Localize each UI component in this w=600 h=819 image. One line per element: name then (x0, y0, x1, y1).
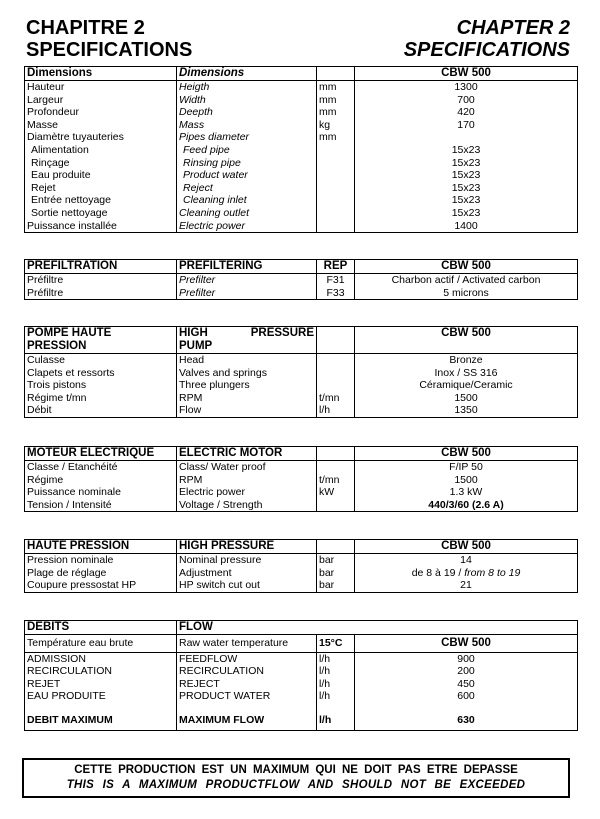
unit: l/h (317, 665, 355, 678)
notice-fr: CETTE PRODUCTION EST UN MAXIMUM QUI NE DOIT PAS ETRE DEPASSE (74, 764, 518, 776)
table-header-row (25, 67, 578, 81)
label-fr: Hauteur (27, 81, 65, 93)
header-cell-fr: MOTEUR ELECTRIQUE (25, 447, 177, 461)
label-fr: Préfiltre (27, 286, 64, 299)
header-cell-unit (317, 327, 355, 354)
table-row (25, 392, 578, 405)
value: 1300 (355, 81, 578, 94)
value: Céramique/Ceramic (355, 379, 578, 392)
chapter-title-en (404, 17, 570, 61)
label-fr: Diamètre tuyauteries (27, 131, 124, 144)
label-en: Cleaning outlet (177, 207, 317, 220)
value: 600 (355, 690, 578, 703)
header-cell-fr (25, 327, 177, 354)
label-en: Three plungers (177, 379, 317, 392)
table-row (25, 131, 578, 144)
unit: kg (317, 119, 355, 132)
table-row (25, 690, 578, 703)
max-flow-row (25, 714, 578, 730)
rep-code: F31 (317, 274, 355, 287)
label-en: MAXIMUM FLOW (177, 714, 317, 730)
unit (317, 169, 355, 182)
pump-table (24, 326, 578, 418)
label-fr: Préfiltre (27, 274, 64, 286)
label-fr: Entrée nettoyage (31, 194, 111, 207)
label-en: Class/ Water proof (177, 461, 317, 474)
label-en: RPM (177, 392, 317, 405)
table-row (25, 194, 578, 207)
unit: l/h (317, 404, 355, 417)
label-fr: Rejet (31, 181, 56, 194)
table-row (25, 567, 578, 580)
label-en: Head (177, 354, 317, 367)
value: 1400 (355, 220, 578, 233)
label-fr: Puissance installée (27, 219, 117, 232)
table-row (25, 354, 578, 367)
chapter-number-en: CHAPTER 2 (456, 17, 570, 39)
label-en: Electric power (177, 220, 317, 233)
value: 900 (355, 652, 578, 665)
value: 170 (355, 119, 578, 132)
label-fr: RECIRCULATION (27, 665, 112, 678)
label-en: Prefilter (177, 287, 317, 300)
label-fr: Masse (27, 118, 58, 131)
label-fr: Clapets et ressorts (27, 366, 115, 379)
header-cell-en: ELECTRIC MOTOR (177, 447, 317, 461)
chapter-heading-fr: SPECIFICATIONS (26, 39, 193, 61)
table-row (25, 404, 578, 417)
label-fr: Température eau brute (27, 637, 134, 649)
table-header-row (25, 260, 578, 274)
value: 5 microns (355, 287, 578, 300)
label-en: RECIRCULATION (177, 665, 317, 678)
header-cell-fr: HAUTE PRESSION (25, 540, 177, 554)
header-en-word-pressure: PRESSURE (250, 327, 314, 339)
label-en: Prefilter (177, 274, 317, 287)
header-cell-en: PREFILTERING (177, 260, 317, 274)
header-cell-model: CBW 500 (355, 447, 578, 461)
label-fr: Eau produite (31, 169, 91, 182)
value: 15x23 (355, 144, 578, 157)
header-cell-en: FLOW (177, 621, 317, 635)
label-fr: Largeur (27, 93, 64, 106)
table-row (25, 157, 578, 170)
header-cell-fr: DEBITS (25, 621, 177, 635)
table-row (25, 652, 578, 665)
header-cell-unit (317, 447, 355, 461)
header-cell-model (355, 621, 578, 635)
label-fr: Puissance nominale (27, 486, 121, 499)
label-en: FEEDFLOW (177, 652, 317, 665)
unit: bar (317, 554, 355, 567)
label-fr: Débit (27, 404, 52, 417)
value: F/IP 50 (355, 461, 578, 474)
header-cell-rep: REP (317, 260, 355, 274)
value: 450 (355, 678, 578, 691)
header-cell-model: CBW 500 (355, 260, 578, 274)
label-en: Feed pipe (177, 144, 317, 157)
header-cell-en: Dimensions (177, 67, 317, 81)
unit (317, 367, 355, 380)
label-fr: Pression nominale (27, 554, 114, 566)
unit (317, 220, 355, 233)
value: 15x23 (355, 169, 578, 182)
table-row (25, 106, 578, 119)
unit (317, 354, 355, 367)
label-fr: Coupure pressostat HP (27, 579, 137, 592)
label-fr: Tension / Intensité (27, 498, 112, 511)
unit (317, 499, 355, 512)
label-fr: REJET (27, 677, 61, 690)
unit: bar (317, 579, 355, 592)
header-cell-unit (317, 621, 355, 635)
table-row (25, 81, 578, 94)
notice-en: THIS IS A MAXIMUM PRODUCTFLOW AND SHOULD NOT BE EXCEEDED (66, 779, 526, 791)
table-row (25, 554, 578, 567)
label-en: HP switch cut out (177, 579, 317, 592)
label-en: Pipes diameter (177, 131, 317, 144)
label-en: Valves and springs (177, 367, 317, 380)
header-en-word-high: HIGH (179, 327, 208, 339)
motor-table (24, 446, 578, 512)
label-fr: Régime t/mn (27, 391, 87, 404)
label-en: Electric power (177, 486, 317, 499)
label-en: Product water (177, 169, 317, 182)
value: 440/3/60 (2.6 A) (355, 499, 578, 512)
value: Inox / SS 316 (355, 367, 578, 380)
value: 420 (355, 106, 578, 119)
value: 15x23 (355, 194, 578, 207)
chapter-heading-en: SPECIFICATIONS (403, 39, 570, 61)
flow-table (24, 620, 578, 731)
dimensions-table (24, 66, 578, 233)
label-fr: Sortie nettoyage (31, 206, 108, 219)
maximum-flow-notice (22, 758, 570, 798)
table-row (25, 220, 578, 233)
value: 15x23 (355, 182, 578, 195)
value: de 8 à 19 / from 8 to 19 (355, 567, 578, 580)
header-cell-unit (317, 67, 355, 81)
label-en: REJECT (177, 678, 317, 691)
header-cell-fr: Dimensions (25, 67, 177, 81)
label-fr: DEBIT MAXIMUM (27, 713, 113, 726)
label-en: Adjustment (177, 567, 317, 580)
label-fr: Classe / Etanchéité (27, 461, 118, 473)
table-row (25, 665, 578, 678)
value: 200 (355, 665, 578, 678)
header-fr-line1: POMPE HAUTE (27, 327, 112, 339)
label-fr: ADMISSION (27, 652, 86, 665)
table-row (25, 144, 578, 157)
label-fr: Profondeur (27, 106, 79, 119)
header-cell-model: CBW 500 (355, 327, 578, 354)
label-fr: EAU PRODUITE (27, 690, 106, 703)
label-fr: Alimentation (31, 143, 89, 156)
value: 1.3 kW (355, 486, 578, 499)
table-row (25, 207, 578, 220)
header-en-line2: PUMP (179, 340, 213, 352)
label-fr: Régime (27, 473, 64, 486)
table-header-row (25, 540, 578, 554)
unit (317, 207, 355, 220)
unit (317, 194, 355, 207)
header-fr-line2: PRESSION (27, 340, 87, 352)
value (355, 131, 578, 144)
unit: bar (317, 567, 355, 580)
header-cell-fr: PREFILTRATION (25, 260, 177, 274)
unit: kW (317, 486, 355, 499)
value: 1500 (355, 392, 578, 405)
label-fr: Plage de réglage (27, 566, 107, 579)
table-row (25, 579, 578, 592)
table-row (25, 379, 578, 392)
label-fr: Culasse (27, 354, 65, 366)
label-en: Voltage / Strength (177, 499, 317, 512)
table-row (25, 182, 578, 195)
rep-code: F33 (317, 287, 355, 300)
label-en: Rinsing pipe (177, 157, 317, 170)
unit: mm (317, 131, 355, 144)
table-row (25, 119, 578, 132)
label-en: Reject (177, 182, 317, 195)
temperature-row (25, 635, 578, 653)
table-row (25, 678, 578, 691)
header-cell-en (177, 327, 317, 354)
unit: l/h (317, 678, 355, 691)
label-en: Raw water temperature (177, 635, 317, 653)
header-cell-unit (317, 540, 355, 554)
table-row (25, 367, 578, 380)
model-name: CBW 500 (355, 635, 578, 653)
table-row (25, 274, 578, 287)
table-header-row (25, 447, 578, 461)
table-row (25, 287, 578, 300)
unit (317, 461, 355, 474)
value-fr: de 8 à 19 (411, 566, 456, 579)
unit: t/mn (317, 474, 355, 487)
value: 1500 (355, 474, 578, 487)
table-row (25, 461, 578, 474)
unit: mm (317, 81, 355, 94)
header-cell-model: CBW 500 (355, 67, 578, 81)
chapter-number-fr: CHAPITRE 2 (26, 17, 145, 39)
label-en: Nominal pressure (177, 554, 317, 567)
prefiltration-table (24, 259, 578, 300)
label-en: PRODUCT WATER (177, 690, 317, 703)
unit (317, 182, 355, 195)
label-fr: Rinçage (31, 156, 70, 169)
unit (317, 144, 355, 157)
spacer-row (25, 703, 578, 714)
pressure-table (24, 539, 578, 593)
unit: mm (317, 94, 355, 107)
header-cell-model: CBW 500 (355, 540, 578, 554)
label-en: Width (177, 94, 317, 107)
table-header-row (25, 621, 578, 635)
label-en: Mass (177, 119, 317, 132)
unit: l/h (317, 652, 355, 665)
table-row (25, 499, 578, 512)
table-row (25, 94, 578, 107)
chapter-title-fr (26, 17, 192, 61)
unit (317, 379, 355, 392)
label-en: RPM (177, 474, 317, 487)
unit: l/h (317, 714, 355, 730)
value: 1350 (355, 404, 578, 417)
value: 14 (355, 554, 578, 567)
value: 630 (355, 714, 578, 730)
label-en: Flow (177, 404, 317, 417)
value: 700 (355, 94, 578, 107)
label-en: Cleaning inlet (177, 194, 317, 207)
table-row (25, 474, 578, 487)
value: 15x23 (355, 157, 578, 170)
label-fr: Trois pistons (27, 379, 87, 392)
label-en: Heigth (177, 81, 317, 94)
value: 21 (355, 579, 578, 592)
table-row (25, 169, 578, 182)
temperature-value: 15°C (317, 635, 355, 653)
unit (317, 157, 355, 170)
header-cell-en: HIGH PRESSURE (177, 540, 317, 554)
unit: l/h (317, 690, 355, 703)
unit: t/mn (317, 392, 355, 405)
value: Charbon actif / Activated carbon (355, 274, 578, 287)
table-header-row (25, 327, 578, 354)
unit: mm (317, 106, 355, 119)
label-en: Deepth (177, 106, 317, 119)
table-row (25, 486, 578, 499)
value: Bronze (355, 354, 578, 367)
header-en-line1 (179, 327, 314, 340)
value-en: from 8 to 19 (464, 566, 521, 579)
value: 15x23 (355, 207, 578, 220)
